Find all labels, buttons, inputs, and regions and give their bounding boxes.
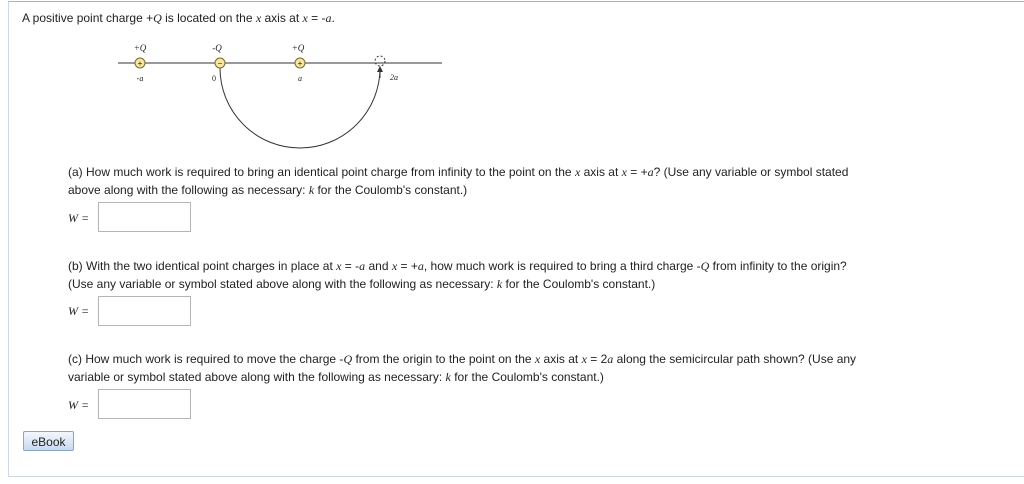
charge-minus-origin (215, 58, 225, 68)
axis-label: -a (136, 74, 144, 83)
answer-label-a: W = (68, 211, 90, 225)
question-part-b: (b) With the two identical point charges in place at x = -a and x = +a, how much work is required to bring a third charge -Q from infinity to the origin? (Use any variable or symbol stated above along with the following as necessary: k for the Coulomb's constant.) (68, 259, 847, 291)
charge-label: +Q (291, 43, 305, 53)
answer-input-a[interactable] (98, 202, 191, 232)
ebook-button[interactable]: eBook (23, 431, 74, 451)
axis-label: 0 (212, 74, 216, 83)
svg-text:+: + (297, 59, 303, 68)
axis-label: a (298, 74, 302, 83)
answer-input-c[interactable] (98, 389, 191, 419)
path-arrow-icon (377, 66, 383, 72)
answer-label-b: W = (68, 304, 90, 318)
svg-text:+: + (137, 59, 143, 68)
charge-label: +Q (133, 43, 147, 53)
target-position-marker (375, 56, 385, 66)
problem-intro: A positive point charge +Q is located on the x axis at x = -a. (22, 11, 335, 25)
answer-input-b[interactable] (98, 296, 191, 326)
answer-label-c: W = (68, 398, 90, 412)
axis-label: 2a (390, 73, 398, 82)
charge-plus-right (295, 58, 305, 68)
charge-plus-left (135, 58, 145, 68)
charge-label: -Q (212, 43, 222, 53)
svg-text:−: − (217, 59, 223, 68)
question-part-c: (c) How much work is required to move the charge -Q from the origin to the point on the x axis at x = 2a along the semicircular path shown? (Use any variable or symbol stated above along with the following as necessary: k for the Coulomb's constant.) (68, 352, 857, 384)
question-part-a: (a) How much work is required to bring an identical point charge from infinity to the point on the x axis at x = +a? (Use any variable or symbol stated above along with the following as necessary: k for the Coulomb's constant.) (68, 165, 849, 197)
